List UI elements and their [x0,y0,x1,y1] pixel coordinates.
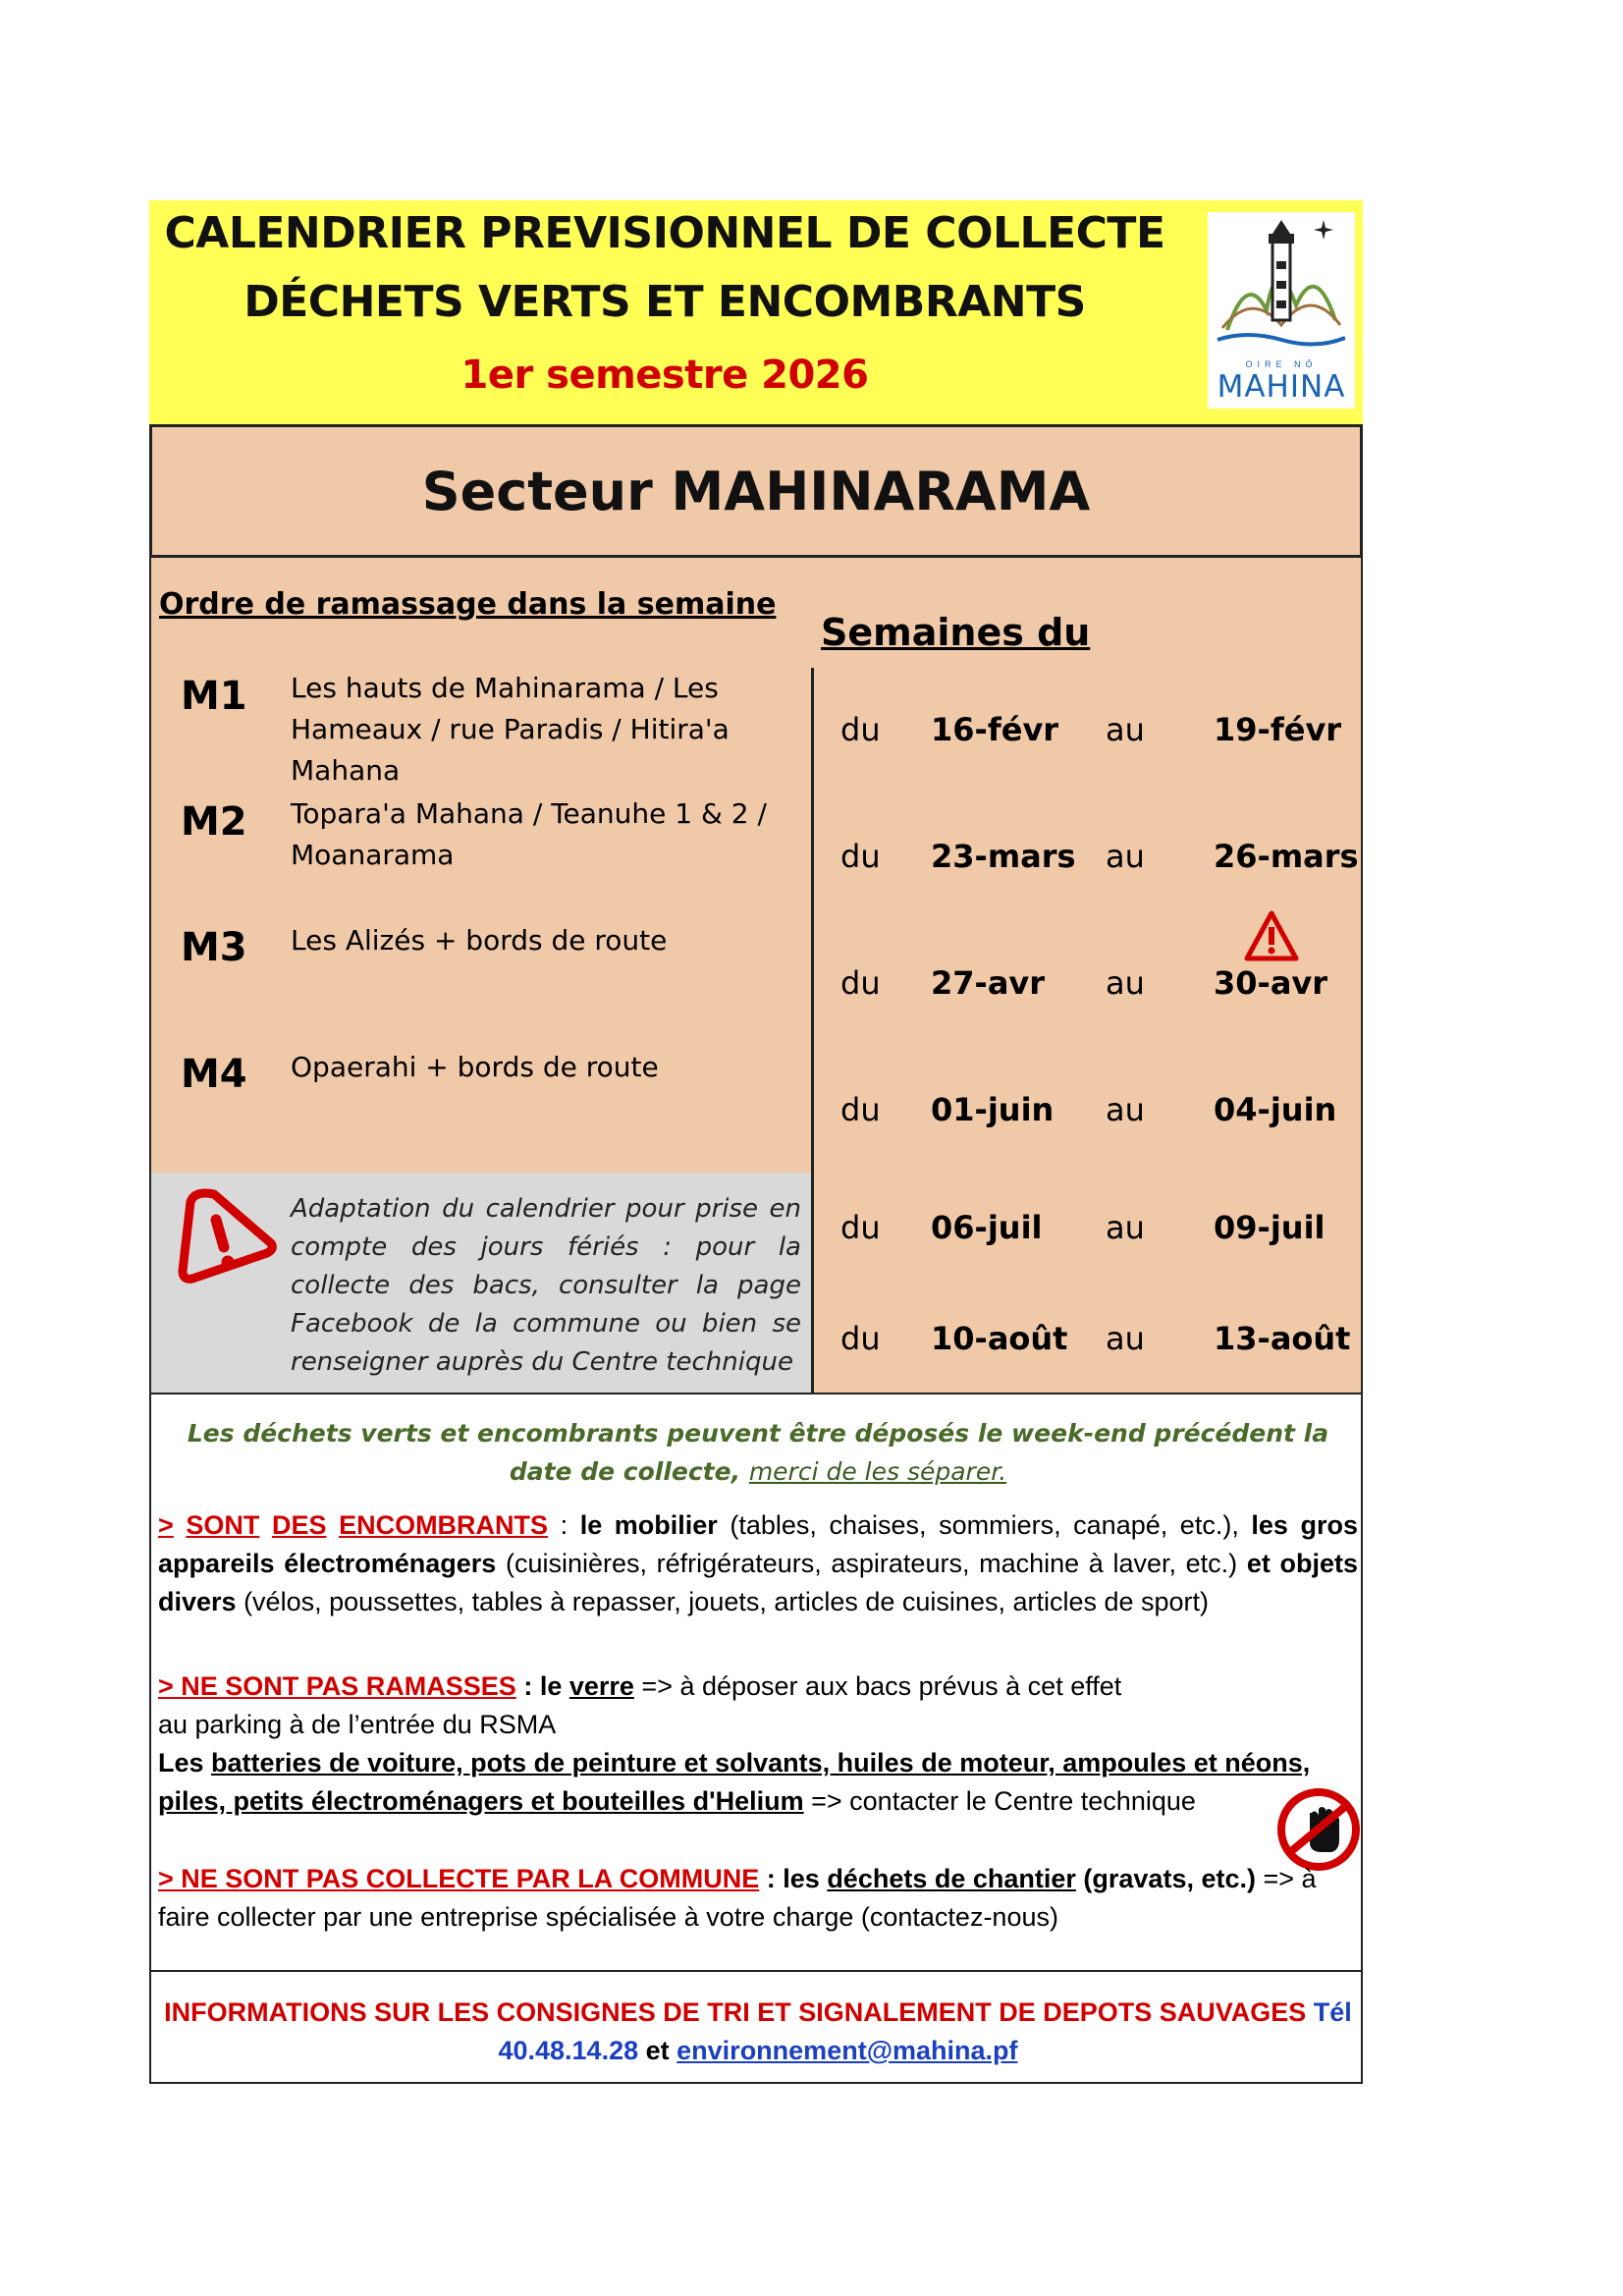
verre-label: verre [568,1671,634,1701]
footer-label: INFORMATIONS SUR LES CONSIGNES DE TRI ET SIGNALEMENT DE DEPOTS SAUVAGES [164,1997,1307,2027]
enc-bold-3: et objets divers [158,1549,1358,1616]
mahina-logo [1208,212,1355,409]
week-end: 13-août [1214,1320,1351,1357]
gt-label: > [158,1510,174,1540]
week-du: du [840,1209,881,1246]
logo-text: MAHINA [1217,369,1346,405]
enc-text-2: (cuisinières, réfrigérateurs, aspirateurs, machine à laver, etc.) [496,1549,1247,1578]
enc-text-1: (tables, chaises, sommiers, canapé, etc.), [717,1510,1252,1540]
week-end: 09-juil [1214,1209,1325,1246]
commune-text-1: => à faire collecter par une entreprise spécialisée à votre charge (contactez-nous) [158,1864,1317,1932]
footer-et: et [645,2036,670,2065]
week-start: 06-juil [931,1209,1043,1246]
week-end: 30-avr [1214,964,1328,1002]
week-end: 26-mars [1214,838,1359,875]
week-row [815,1209,1361,1254]
week-row [815,1320,1361,1365]
weeks-title: Semaines du [821,611,1091,654]
week-au: au [1106,964,1145,1002]
chantier-label: déchets de chantier [827,1864,1076,1893]
encombrants-paragraph [158,1506,1358,1621]
not-collected-colon: : le [515,1671,569,1701]
zone-description: Les hauts de Mahinarama / Les Hameaux / rue Paradis / Hitira'a Mahana [291,672,730,787]
column-divider [811,668,814,1393]
week-start: 01-juin [931,1091,1055,1128]
title-line-1: CALENDRIER PREVISIONNEL DE COLLECTE [164,208,1165,258]
warning-triangle-icon [1243,909,1300,962]
deposit-note-text: Les déchets verts et encombrants peuvent être déposés le week-end précédent la date de collecte [187,1419,1329,1486]
commune-label: > NE SONT PAS COLLECTE PAR LA COMMUNE [158,1864,760,1893]
title-line-2: DÉCHETS VERTS ET ENCOMBRANTS [243,277,1086,327]
week-du: du [840,711,881,748]
deposit-note-link: merci de les séparer. [748,1457,1007,1486]
holiday-note: Adaptation du calendrier pour prise en compte des jours fériés : pour la collecte des bacs, consulter la page Facebook de la commune ou bien se renseigner auprès du Centre technique [291,1194,801,1377]
lighthouse-logo-icon [1208,212,1355,359]
week-start: 27-avr [931,964,1046,1002]
week-au: au [1106,1320,1145,1357]
commune-paragraph [158,1860,1317,1937]
week-row [815,1091,1361,1136]
order-title: Ordre de ramassage dans la semaine [159,587,777,622]
week-au: au [1106,1091,1145,1128]
zone-description: Les Alizés + bords de route [291,924,668,957]
zone-code: M1 [181,674,247,719]
week-end: 19-févr [1214,711,1342,748]
week-start: 10-août [931,1320,1068,1357]
not-collected-items: batteries de voiture, pots de peinture et solvants, huiles de moteur, ampoules et néons, piles, petits électroménagers et bouteilles d'Helium [158,1748,1311,1816]
week-end: 04-juin [1214,1091,1337,1128]
not-collected-line-3 [158,1744,1317,1821]
not-collected-line-1 [158,1667,1358,1706]
footer-text [161,1994,1355,2070]
deposit-note-sep: , [730,1457,741,1486]
footer-phone: 40.48.14.28 [498,2036,639,2065]
week-start: 16-févr [931,711,1059,748]
week-au: au [1106,1209,1145,1246]
footer-contact [149,1970,1363,2084]
enc-text-3: (vélos, poussettes, tables à repasser, jouets, articles de cuisines, articles de sport) [236,1587,1210,1616]
week-row [815,838,1361,883]
warning-triangle-icon [175,1186,279,1285]
info-block [149,1393,1363,1972]
enc-bold-2: les gros appareils électroménagers [158,1510,1358,1578]
sector-title: Secteur MAHINARAMA [421,460,1091,522]
logo-small-text: OIRE NŌ [1245,359,1318,369]
zone-description: Opaerahi + bords de route [291,1051,659,1083]
semester-label: 1er semestre 2026 [460,353,869,398]
week-start: 23-mars [931,838,1076,875]
zone-code: M4 [181,1052,247,1097]
not-collected-line-2: au parking à de l’entrée du RSMA [158,1710,557,1739]
week-du: du [840,1320,881,1357]
not-collected-text-1: => à déposer aux bacs prévus à cet effet [633,1671,1122,1701]
header-banner [149,200,1363,424]
not-collected-text-2: => contacter le Centre technique [803,1786,1196,1816]
commune-colon: : les [759,1864,828,1893]
enc-colon: : [548,1510,580,1540]
des-label: DES [271,1510,327,1540]
zone-code: M2 [181,799,247,845]
week-du: du [840,1091,881,1128]
sont-label: SONT [186,1510,260,1540]
les-label: Les [158,1748,212,1777]
week-row [815,964,1361,1010]
not-collected-paragraph [158,1667,1358,1821]
footer-tel-label: Tél [1313,1997,1352,2027]
enc-bold-1: le mobilier [579,1510,718,1540]
commune-bold-1: (gravats, etc.) [1075,1864,1256,1893]
deposit-note [171,1414,1345,1491]
sector-banner [149,424,1363,558]
encombrants-label: ENCOMBRANTS [339,1510,549,1540]
week-du: du [840,964,881,1002]
footer-email-link[interactable]: environnement@mahina.pf [676,2036,1018,2065]
week-du: du [840,838,881,875]
not-collected-label: > NE SONT PAS RAMASSES [158,1671,516,1701]
week-au: au [1106,711,1145,748]
week-row [815,711,1361,756]
week-au: au [1106,838,1145,875]
zone-code: M3 [181,925,247,970]
zone-description: Topara'a Mahana / Teanuhe 1 & 2 / Moanarama [291,797,767,871]
